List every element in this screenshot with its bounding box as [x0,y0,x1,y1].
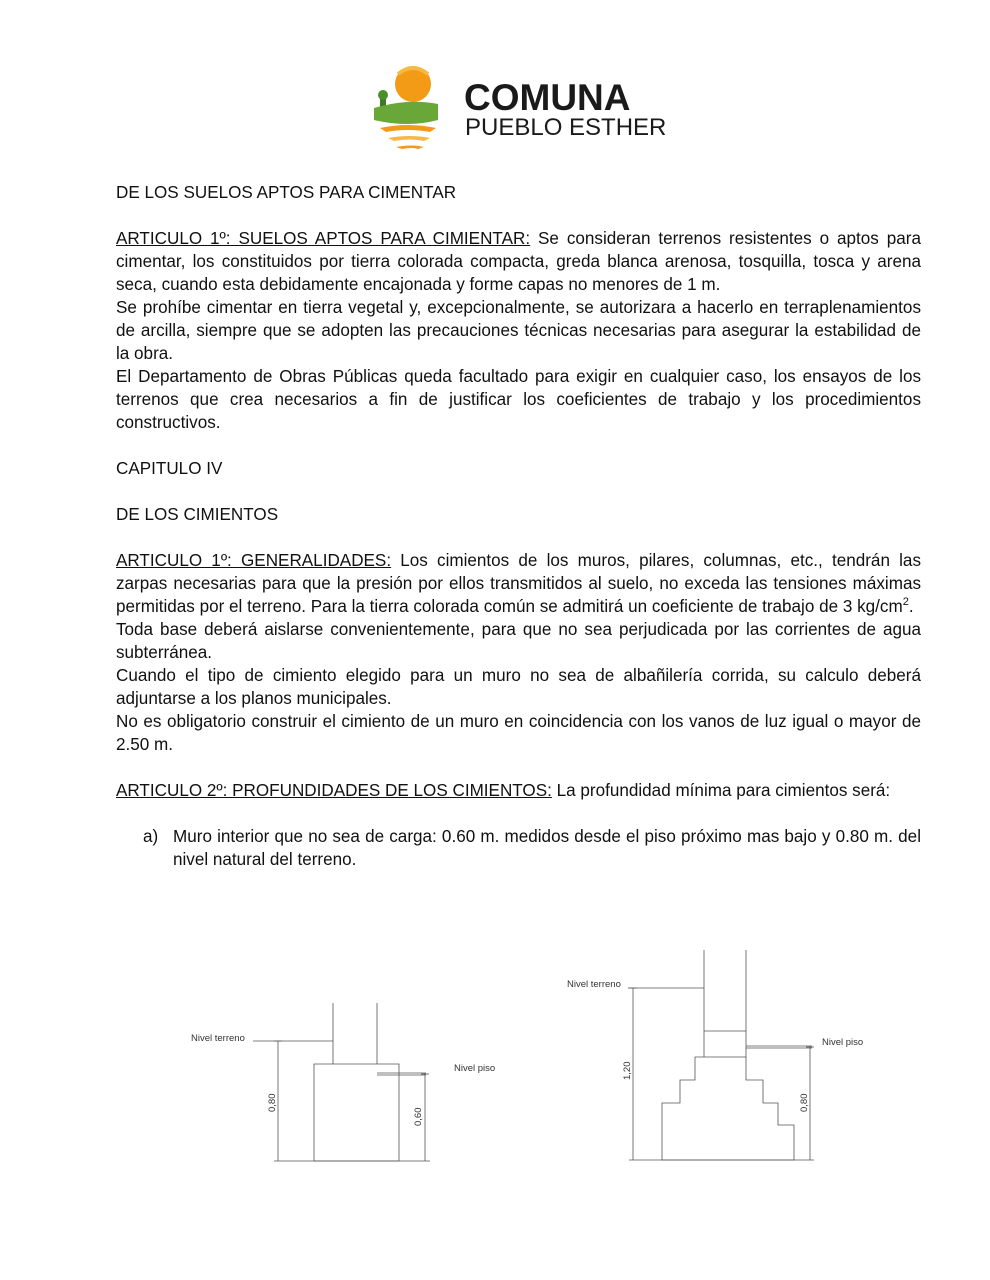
logo-water-1 [380,125,436,132]
superscript: 2 [902,596,909,608]
list-item-text: Muro interior que no sea de carga: 0.60 m. medidos desde el piso próximo mas bajo y 0.80 m. del nivel natural del terreno. [173,827,921,869]
heading-cimientos: DE LOS CIMIENTOS [116,505,279,524]
article-2-title: ARTICULO 2º: PROFUNDIDADES DE LOS CIMIENTOS: [116,781,552,800]
fig1-dim-terrain: 0,80 [267,1093,278,1112]
article-generalidades-title: ARTICULO 1º: GENERALIDADES: [116,551,392,570]
period: . [908,597,914,616]
fig2-terrain-label: Nivel terreno [567,979,621,990]
paragraph-vanos: No es obligatorio construir el cimiento de un muro en coincidencia con los vanos de luz igual o mayor de 2.50 m. [116,712,921,754]
heading-suelos: DE LOS SUELOS APTOS PARA CIMENTAR [116,183,457,202]
logo-water-3 [396,146,424,150]
list-item-a [116,825,921,871]
document-body [116,181,921,871]
article-1-paragraph [116,227,921,296]
fig1-floor-label: Nivel piso [454,1063,496,1074]
fig2-dim-terrain: 1,20 [622,1061,633,1080]
paragraph-departamento: El Departamento de Obras Públicas queda facultado para exigir en cualquier caso, los ensayos de los terrenos que crea necesarios a fin de justificar los coeficientes de trabajo y los procedimientos constructivos. [116,367,921,432]
article-generalidades-paragraph [116,549,921,618]
article-2-body: La profundidad mínima para cimientos será: [551,781,891,800]
paragraph-base: Toda base deberá aislarse convenientemente, para que no sea perjudicada por las corrientes de agua subterránea. [116,620,921,662]
paragraph-tipo-cimiento: Cuando el tipo de cimiento elegido para un muro no sea de albañilería corrida, su calculo deberá adjuntarse a los planos municipales. [116,666,921,708]
figure-1 [253,1003,430,1161]
logo-water-2 [388,136,430,141]
article-1-title: ARTICULO 1º: SUELOS APTOS PARA CIMIENTAR: [116,229,531,248]
chapter-title: CAPITULO IV [116,459,223,478]
figure-2 [628,950,814,1160]
list-marker: a) [143,827,159,846]
fig1-dim-floor: 0,60 [413,1107,424,1126]
fig2-floor-label: Nivel piso [822,1037,864,1048]
article-1-body: Se consideran terrenos resistentes o aptos para cimentar, los constituidos por tierra colorada compacta, greda blanca arenosa, tosquilla, tosca y arena seca, cuando esta debidamente encajonada y forme capas no menores de 1 m. [116,229,921,294]
logo-title: COMUNA [464,77,631,118]
logo-tree-top [378,90,388,100]
comuna-logo [368,58,668,158]
article-2-paragraph [116,779,921,802]
fig2-dim-floor: 0,80 [799,1093,810,1112]
fig1-terrain-label: Nivel terreno [191,1033,245,1044]
paragraph-prohibe: Se prohíbe cimentar en tierra vegetal y, excepcionalmente, se autorizara a hacerlo en terraplenamientos de arcilla, siempre que se adopten las precauciones técnicas necesarias para asegurar la estabilidad de la obra. [116,298,921,363]
logo-subtitle: PUEBLO ESTHER [465,114,667,141]
article-generalidades-body: Los cimientos de los muros, pilares, columnas, etc., tendrán las zarpas necesarias para que la presión por ellos transmitidos al suelo, no exceda las tensiones máximas permitidas por el terreno. Para la tierra colorada común se admitirá un coeficiente de trabajo de 3 kg/cm [116,551,921,616]
